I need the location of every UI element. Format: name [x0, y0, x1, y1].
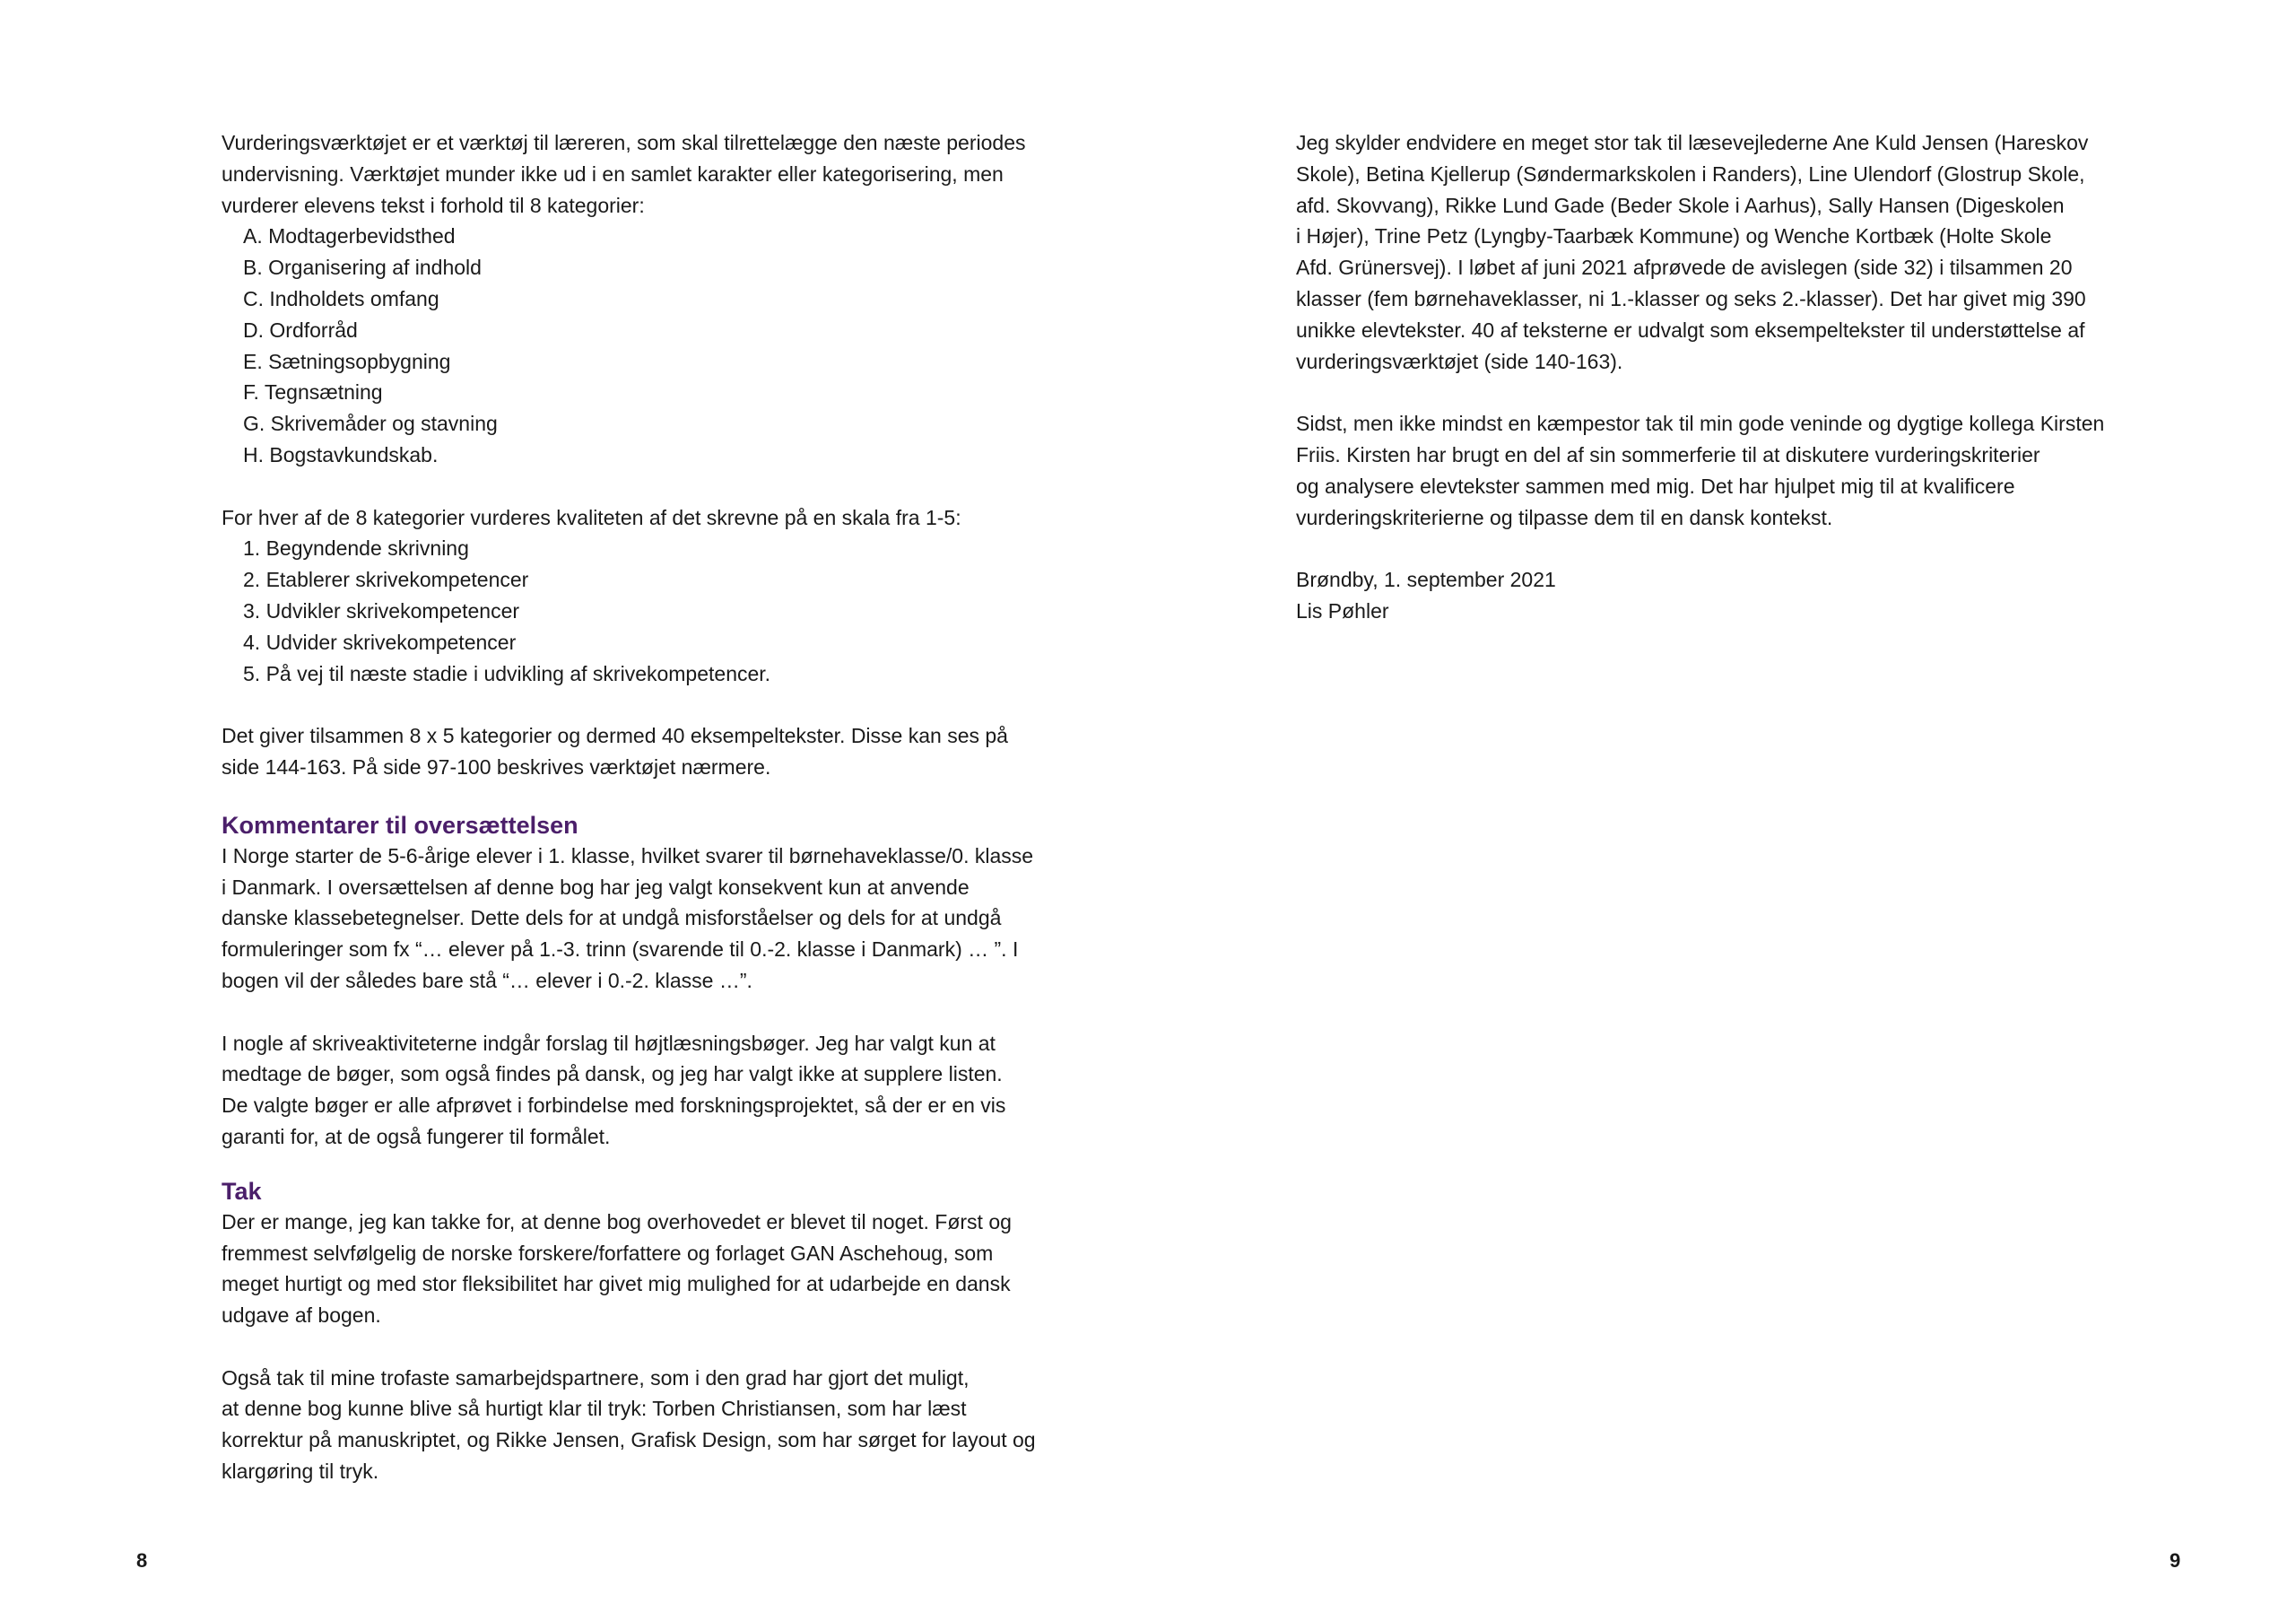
page-number-left: 8	[136, 1549, 148, 1572]
text-line: bogen vil der således bare stå “… elever i 0.-2. klasse …”.	[222, 968, 752, 992]
text-line: Jeg skylder endvidere en meget stor tak til læsevejlederne Ane Kuld Jensen (Hareskov	[1296, 131, 2089, 154]
reading-advisors-paragraph	[1296, 127, 2139, 377]
category-item: E. Sætningsopbygning	[243, 349, 451, 373]
signature-name: Lis Pøhler	[1296, 598, 1389, 623]
thanks-paragraph-1	[222, 1207, 1038, 1331]
text-line: klasser (fem børnehaveklasser, ni 1.-klasser og seks 2.-klasser). Det har givet mig 390	[1296, 286, 2086, 310]
heading-translation-comments: Kommentarer til oversættelsen	[222, 811, 578, 839]
text-line: vurderer elevens tekst i forhold til 8 kategorier:	[222, 193, 645, 217]
category-item: D. Ordforråd	[243, 318, 358, 342]
text-line: formuleringer som fx “… elever på 1.-3. trinn (svarende til 0.-2. klasse i Danmark) … ”. I	[222, 937, 1019, 962]
text-line: I nogle af skriveaktiviteterne indgår forslag til højtlæsningsbøger. Jeg har valgt kun at	[222, 1031, 996, 1055]
category-item: G. Skrivemåder og stavning	[243, 412, 498, 436]
text-line: Der er mange, jeg kan takke for, at denne bog overhovedet er blevet til noget. Først og	[222, 1209, 1012, 1233]
category-item: H. Bogstavkundskab.	[243, 442, 439, 466]
category-list	[222, 221, 1038, 470]
thanks-paragraph-2	[222, 1363, 1038, 1487]
heading-thanks: Tak	[222, 1177, 262, 1205]
text-line: garanti for, at de også fungerer til formålet.	[222, 1124, 611, 1148]
summary-paragraph	[222, 720, 1038, 783]
text-line: klargøring til tryk.	[222, 1460, 379, 1484]
text-line: vurderingsværktøjet (side 140-163).	[1296, 349, 1623, 373]
scale-item: 4. Udvider skrivekompetencer	[243, 630, 517, 654]
text-line: i Højer), Trine Petz (Lyngby-Taarbæk Kommune) og Wenche Kortbæk (Holte Skole	[1296, 224, 2052, 248]
scale-list	[222, 533, 1038, 689]
text-line: afd. Skovvang), Rikke Lund Gade (Beder Skole i Aarhus), Sally Hansen (Digeskolen	[1296, 193, 2065, 217]
text-line: unikke elevtekster. 40 af teksterne er udvalgt som eksempeltekster til understøttelse af	[1296, 318, 2085, 342]
scale-item: 2. Etablerer skrivekompetencer	[243, 568, 529, 592]
text-line: vurderingskriterierne og tilpasse dem til en dansk kontekst.	[1296, 505, 1833, 529]
right-page	[1148, 0, 2296, 1621]
text-line: udgave af bogen.	[222, 1303, 381, 1328]
text-line: medtage de bøger, som også findes på dansk, og jeg har valgt ikke at supplere listen.	[222, 1062, 1003, 1086]
text-line: Det giver tilsammen 8 x 5 kategorier og dermed 40 eksempeltekster. Disse kan ses på	[222, 724, 1008, 748]
colleague-thanks-paragraph	[1296, 408, 2139, 533]
text-line: Vurderingsværktøjet er et værktøj til læreren, som skal tilrettelægge den næste periodes	[222, 131, 1026, 154]
text-line: Også tak til mine trofaste samarbejdspartnere, som i den grad har gjort det muligt,	[222, 1365, 970, 1390]
intro-paragraph	[222, 127, 1038, 471]
scale-item: 1. Begyndende skrivning	[243, 536, 469, 561]
text-line: Afd. Grünersvej). I løbet af juni 2021 afprøvede de avislegen (side 32) i tilsammen 20	[1296, 256, 2073, 280]
scale-paragraph	[222, 502, 1038, 690]
text-line: korrektur på manuskriptet, og Rikke Jensen, Grafisk Design, som har sørget for layout og	[222, 1428, 1036, 1452]
text-line: De valgte bøger er alle afprøvet i forbindelse med forskningsprojektet, så der er en vis	[222, 1094, 1006, 1118]
category-item: F. Tegnsætning	[243, 380, 383, 405]
text-line: undervisning. Værktøjet munder ikke ud i en samlet karakter eller kategorisering, men	[222, 161, 1004, 186]
translation-paragraph-2	[222, 1028, 1038, 1153]
text-line: I Norge starter de 5-6-årige elever i 1. klasse, hvilket svarer til børnehaveklasse/0. klasse	[222, 843, 1034, 867]
text-line: danske klassebetegnelser. Dette dels for at undgå misforståelser og dels for at undgå	[222, 906, 1002, 930]
page-number-right: 9	[2170, 1549, 2181, 1572]
text-line: at denne bog kunne blive så hurtigt klar til tryk: Torben Christiansen, som har læst	[222, 1397, 967, 1421]
left-page-text-column	[222, 127, 1038, 1487]
scale-item: 3. Udvikler skrivekompetencer	[243, 598, 520, 623]
text-line: meget hurtigt og med stor fleksibilitet har givet mig mulighed for at udarbejde en dansk	[222, 1272, 1011, 1296]
signature-place-date: Brøndby, 1. september 2021	[1296, 568, 1556, 592]
text-line: side 144-163. På side 97-100 beskrives værktøjet nærmere.	[222, 754, 771, 779]
right-page-text-column	[1296, 127, 2139, 627]
text-line: For hver af de 8 kategorier vurderes kvaliteten af det skrevne på en skala fra 1-5:	[222, 505, 961, 529]
category-item: A. Modtagerbevidsthed	[243, 224, 456, 248]
text-line: og analysere elevtekster sammen med mig. Det har hjulpet mig til at kvalificere	[1296, 474, 2015, 498]
translation-paragraph-1	[222, 841, 1038, 997]
category-item: C. Indholdets omfang	[243, 286, 439, 310]
category-item: B. Organisering af indhold	[243, 256, 482, 280]
text-line: Sidst, men ikke mindst en kæmpestor tak til min gode veninde og dygtige kollega Kirsten	[1296, 412, 2105, 436]
scale-item: 5. På vej til næste stadie i udvikling af skrivekompetencer.	[243, 661, 771, 685]
text-line: Friis. Kirsten har brugt en del af sin sommerferie til at diskutere vurderingskriterier	[1296, 442, 2040, 466]
text-line: fremmest selvfølgelig de norske forskere/forfattere og forlaget GAN Aschehoug, som	[222, 1241, 994, 1265]
text-line: i Danmark. I oversættelsen af denne bog har jeg valgt konsekvent kun at anvende	[222, 875, 970, 899]
signature-block	[1296, 564, 2139, 627]
text-line: Skole), Betina Kjellerup (Søndermarkskolen i Randers), Line Ulendorf (Glostrup Skole,	[1296, 161, 2085, 186]
